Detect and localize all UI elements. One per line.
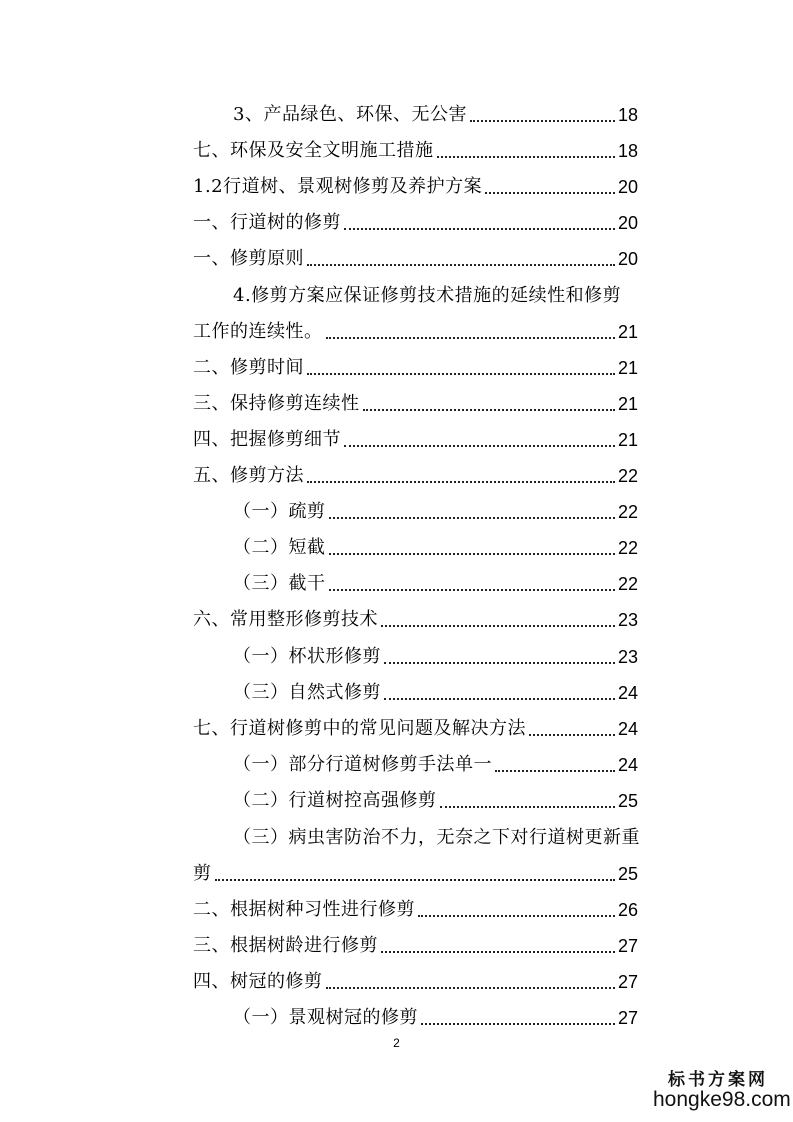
leader-dots bbox=[344, 228, 615, 230]
toc-entry[interactable] bbox=[193, 885, 638, 921]
toc-entry-page: 20 bbox=[617, 213, 638, 233]
toc-entry-page: 25 bbox=[617, 864, 638, 884]
toc-entry-page: 27 bbox=[617, 1008, 638, 1028]
leader-dots bbox=[307, 264, 615, 266]
toc-entry[interactable] bbox=[193, 415, 638, 451]
toc-entry[interactable] bbox=[233, 632, 638, 668]
toc-entry[interactable] bbox=[233, 523, 638, 559]
toc-entry-page: 18 bbox=[617, 105, 638, 125]
toc-entry-label: （三）截干 bbox=[233, 573, 326, 594]
toc-entry-page: 22 bbox=[617, 574, 638, 594]
toc-entry[interactable] bbox=[193, 343, 638, 379]
leader-dots bbox=[485, 192, 615, 194]
toc-entry[interactable] bbox=[193, 849, 638, 885]
toc-entry[interactable] bbox=[233, 740, 638, 776]
toc-entry-page: 24 bbox=[617, 755, 638, 775]
toc-entry-label: 四、树冠的修剪 bbox=[193, 971, 323, 992]
toc-entry-page: 22 bbox=[617, 502, 638, 522]
toc-entry-page: 23 bbox=[617, 647, 638, 667]
toc-entry-label: 六、常用整形修剪技术 bbox=[193, 609, 378, 630]
toc-entry-page: 22 bbox=[617, 538, 638, 558]
toc-entry[interactable] bbox=[233, 487, 638, 523]
toc-entry-label: 四、把握修剪细节 bbox=[193, 429, 341, 450]
toc-entry[interactable] bbox=[193, 126, 638, 162]
toc-entry[interactable] bbox=[193, 234, 638, 270]
toc-entry[interactable] bbox=[233, 90, 638, 126]
leader-dots bbox=[381, 951, 615, 953]
toc-entry-label: 一、修剪原则 bbox=[193, 248, 304, 269]
toc-entry-page: 21 bbox=[617, 322, 638, 342]
toc-entry-label: 4.修剪方案应保证修剪技术措施的延续性和修剪 bbox=[233, 285, 622, 306]
toc-entry[interactable] bbox=[193, 198, 638, 234]
toc-entry-label: 一、行道树的修剪 bbox=[193, 212, 341, 233]
toc-entry-label: （一）景观树冠的修剪 bbox=[233, 1007, 418, 1028]
leader-dots bbox=[307, 373, 615, 375]
toc-entry-page: 27 bbox=[617, 936, 638, 956]
toc-entry-label: （三）病虫害防治不力，无奈之下对行道树更新重 bbox=[233, 827, 640, 848]
page-number: 2 bbox=[393, 1036, 400, 1050]
toc-entry[interactable] bbox=[233, 668, 638, 704]
leader-dots bbox=[529, 734, 615, 736]
toc-entry[interactable] bbox=[193, 957, 638, 993]
toc-entry-page: 26 bbox=[617, 900, 638, 920]
toc-entry-label: 3、产品绿色、环保、无公害 bbox=[233, 104, 467, 125]
leader-dots bbox=[363, 409, 615, 411]
leader-dots bbox=[384, 662, 615, 664]
leader-dots bbox=[329, 517, 615, 519]
toc-entry-wrapped-line[interactable] bbox=[233, 271, 638, 307]
toc-entry[interactable] bbox=[193, 921, 638, 957]
toc-entry[interactable] bbox=[193, 451, 638, 487]
toc-entry-label: （二）短截 bbox=[233, 537, 326, 558]
toc-entry-wrapped-line[interactable] bbox=[233, 813, 638, 849]
toc-entry-label: 七、环保及安全文明施工措施 bbox=[193, 140, 434, 161]
toc-entry-page: 24 bbox=[617, 683, 638, 703]
toc-entry-page: 20 bbox=[617, 249, 638, 269]
toc-entry[interactable] bbox=[193, 307, 638, 343]
toc-entry-page: 21 bbox=[617, 394, 638, 414]
leader-dots bbox=[440, 806, 615, 808]
toc-entry-label: （一）部分行道树修剪手法单一 bbox=[233, 754, 492, 775]
toc-entry-page: 21 bbox=[617, 358, 638, 378]
toc-entry[interactable] bbox=[233, 559, 638, 595]
leader-dots bbox=[215, 879, 615, 881]
toc-entry-label: 三、保持修剪连续性 bbox=[193, 393, 360, 414]
leader-dots bbox=[344, 445, 615, 447]
leader-dots bbox=[381, 625, 615, 627]
toc-entry-label: （一）杯状形修剪 bbox=[233, 646, 381, 667]
toc-entry[interactable] bbox=[193, 595, 638, 631]
toc-entry-label: 三、根据树龄进行修剪 bbox=[193, 935, 378, 956]
toc-entry[interactable] bbox=[193, 379, 638, 415]
toc-entry-label: 剪 bbox=[193, 863, 212, 884]
leader-dots bbox=[495, 770, 615, 772]
toc-entry-label: （二）行道树控高强修剪 bbox=[233, 790, 437, 811]
toc-entry-label: 七、行道树修剪中的常见问题及解决方法 bbox=[193, 718, 526, 739]
leader-dots bbox=[307, 481, 615, 483]
toc-entry-page: 20 bbox=[617, 177, 638, 197]
toc-entry-label: （一）疏剪 bbox=[233, 501, 326, 522]
toc-entry-page: 22 bbox=[617, 466, 638, 486]
leader-dots bbox=[329, 553, 615, 555]
toc-entry-label: 二、修剪时间 bbox=[193, 357, 304, 378]
leader-dots bbox=[421, 1023, 615, 1025]
toc-entry-page: 21 bbox=[617, 430, 638, 450]
toc-entry-label: 二、根据树种习性进行修剪 bbox=[193, 899, 415, 920]
watermark bbox=[653, 1065, 791, 1112]
toc-entry-page: 25 bbox=[617, 791, 638, 811]
watermark-url: hongke98.com bbox=[653, 1088, 791, 1111]
toc-entry-label: （三）自然式修剪 bbox=[233, 682, 381, 703]
toc-entry-label: 五、修剪方法 bbox=[193, 465, 304, 486]
toc-entry-page: 27 bbox=[617, 972, 638, 992]
leader-dots bbox=[384, 698, 615, 700]
leader-dots bbox=[437, 156, 615, 158]
leader-dots bbox=[418, 915, 615, 917]
toc-entry-page: 23 bbox=[617, 610, 638, 630]
toc-entry[interactable] bbox=[193, 162, 638, 198]
watermark-title: 标书方案网 bbox=[668, 1070, 768, 1090]
toc-entry-page: 24 bbox=[617, 719, 638, 739]
toc-entry-label: 工作的连续性。 bbox=[193, 321, 323, 342]
leader-dots bbox=[326, 337, 615, 339]
toc-entry-page: 18 bbox=[617, 141, 638, 161]
leader-dots bbox=[326, 987, 615, 989]
toc-entry[interactable] bbox=[233, 776, 638, 812]
leader-dots bbox=[470, 120, 615, 122]
toc-entry[interactable] bbox=[233, 993, 638, 1029]
toc-entry[interactable] bbox=[193, 704, 638, 740]
toc-entry-label: 1.2行道树、景观树修剪及养护方案 bbox=[193, 176, 483, 197]
leader-dots bbox=[329, 589, 615, 591]
